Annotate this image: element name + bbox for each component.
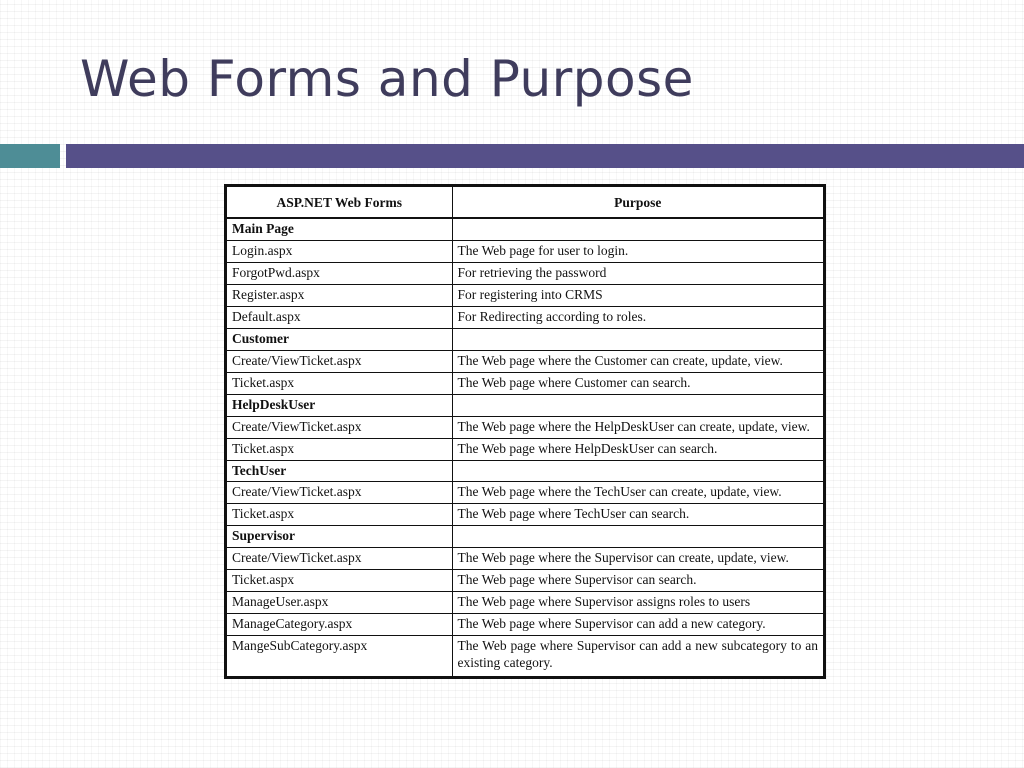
- section-row: [227, 460, 823, 482]
- form-name-cell: Create/ViewTicket.aspx: [227, 350, 452, 372]
- form-name-cell: Ticket.aspx: [227, 504, 452, 526]
- section-title: HelpDeskUser: [227, 394, 452, 416]
- table-row: [227, 372, 823, 394]
- form-name-cell: Create/ViewTicket.aspx: [227, 548, 452, 570]
- purpose-cell: The Web page where Supervisor can add a new category.: [452, 614, 823, 636]
- purpose-cell: [452, 218, 823, 241]
- purpose-cell: For Redirecting according to roles.: [452, 306, 823, 328]
- purpose-cell: For retrieving the password: [452, 262, 823, 284]
- slide-title: Web Forms and Purpose: [80, 50, 694, 108]
- forms-table-frame: [224, 184, 826, 679]
- table-row: [227, 570, 823, 592]
- purpose-cell: The Web page for user to login.: [452, 241, 823, 263]
- section-title: Supervisor: [227, 526, 452, 548]
- form-name-cell: Ticket.aspx: [227, 372, 452, 394]
- form-name-cell: Ticket.aspx: [227, 570, 452, 592]
- section-row: [227, 526, 823, 548]
- purpose-cell: The Web page where TechUser can search.: [452, 504, 823, 526]
- purpose-cell: For registering into CRMS: [452, 284, 823, 306]
- table-row: [227, 636, 823, 676]
- table-header-row: [227, 187, 823, 218]
- purpose-cell: The Web page where the TechUser can create, update, view.: [452, 482, 823, 504]
- section-row: [227, 218, 823, 241]
- table-row: [227, 262, 823, 284]
- form-name-cell: Ticket.aspx: [227, 438, 452, 460]
- purpose-cell: [452, 328, 823, 350]
- purpose-cell: The Web page where Supervisor can add a new subcategory to an existing category.: [452, 636, 823, 676]
- table-row: [227, 284, 823, 306]
- forms-table: [227, 187, 823, 676]
- table-row: [227, 548, 823, 570]
- purpose-cell: The Web page where the HelpDeskUser can create, update, view.: [452, 416, 823, 438]
- section-row: [227, 328, 823, 350]
- form-name-cell: Default.aspx: [227, 306, 452, 328]
- form-name-cell: Create/ViewTicket.aspx: [227, 416, 452, 438]
- table-row: [227, 241, 823, 263]
- section-title: TechUser: [227, 460, 452, 482]
- section-title: Customer: [227, 328, 452, 350]
- accent-bar-navy: [66, 144, 1024, 168]
- table-row: [227, 592, 823, 614]
- purpose-cell: The Web page where Customer can search.: [452, 372, 823, 394]
- form-name-cell: Create/ViewTicket.aspx: [227, 482, 452, 504]
- table-row: [227, 482, 823, 504]
- table-row: [227, 306, 823, 328]
- table-row: [227, 416, 823, 438]
- table-row: [227, 350, 823, 372]
- form-name-cell: ManageUser.aspx: [227, 592, 452, 614]
- header-purpose: Purpose: [452, 187, 823, 218]
- table-body: [227, 218, 823, 676]
- purpose-cell: The Web page where Supervisor assigns roles to users: [452, 592, 823, 614]
- purpose-cell: [452, 394, 823, 416]
- header-web-forms: ASP.NET Web Forms: [227, 187, 452, 218]
- table-row: [227, 504, 823, 526]
- form-name-cell: ManageCategory.aspx: [227, 614, 452, 636]
- form-name-cell: Register.aspx: [227, 284, 452, 306]
- form-name-cell: MangeSubCategory.aspx: [227, 636, 452, 676]
- accent-bar-teal: [0, 144, 60, 168]
- section-title: Main Page: [227, 218, 452, 241]
- purpose-cell: [452, 526, 823, 548]
- purpose-cell: The Web page where Supervisor can search.: [452, 570, 823, 592]
- purpose-cell: The Web page where the Supervisor can create, update, view.: [452, 548, 823, 570]
- table-row: [227, 614, 823, 636]
- form-name-cell: ForgotPwd.aspx: [227, 262, 452, 284]
- purpose-cell: The Web page where the Customer can create, update, view.: [452, 350, 823, 372]
- table-row: [227, 438, 823, 460]
- form-name-cell: Login.aspx: [227, 241, 452, 263]
- purpose-cell: The Web page where HelpDeskUser can search.: [452, 438, 823, 460]
- section-row: [227, 394, 823, 416]
- purpose-cell: [452, 460, 823, 482]
